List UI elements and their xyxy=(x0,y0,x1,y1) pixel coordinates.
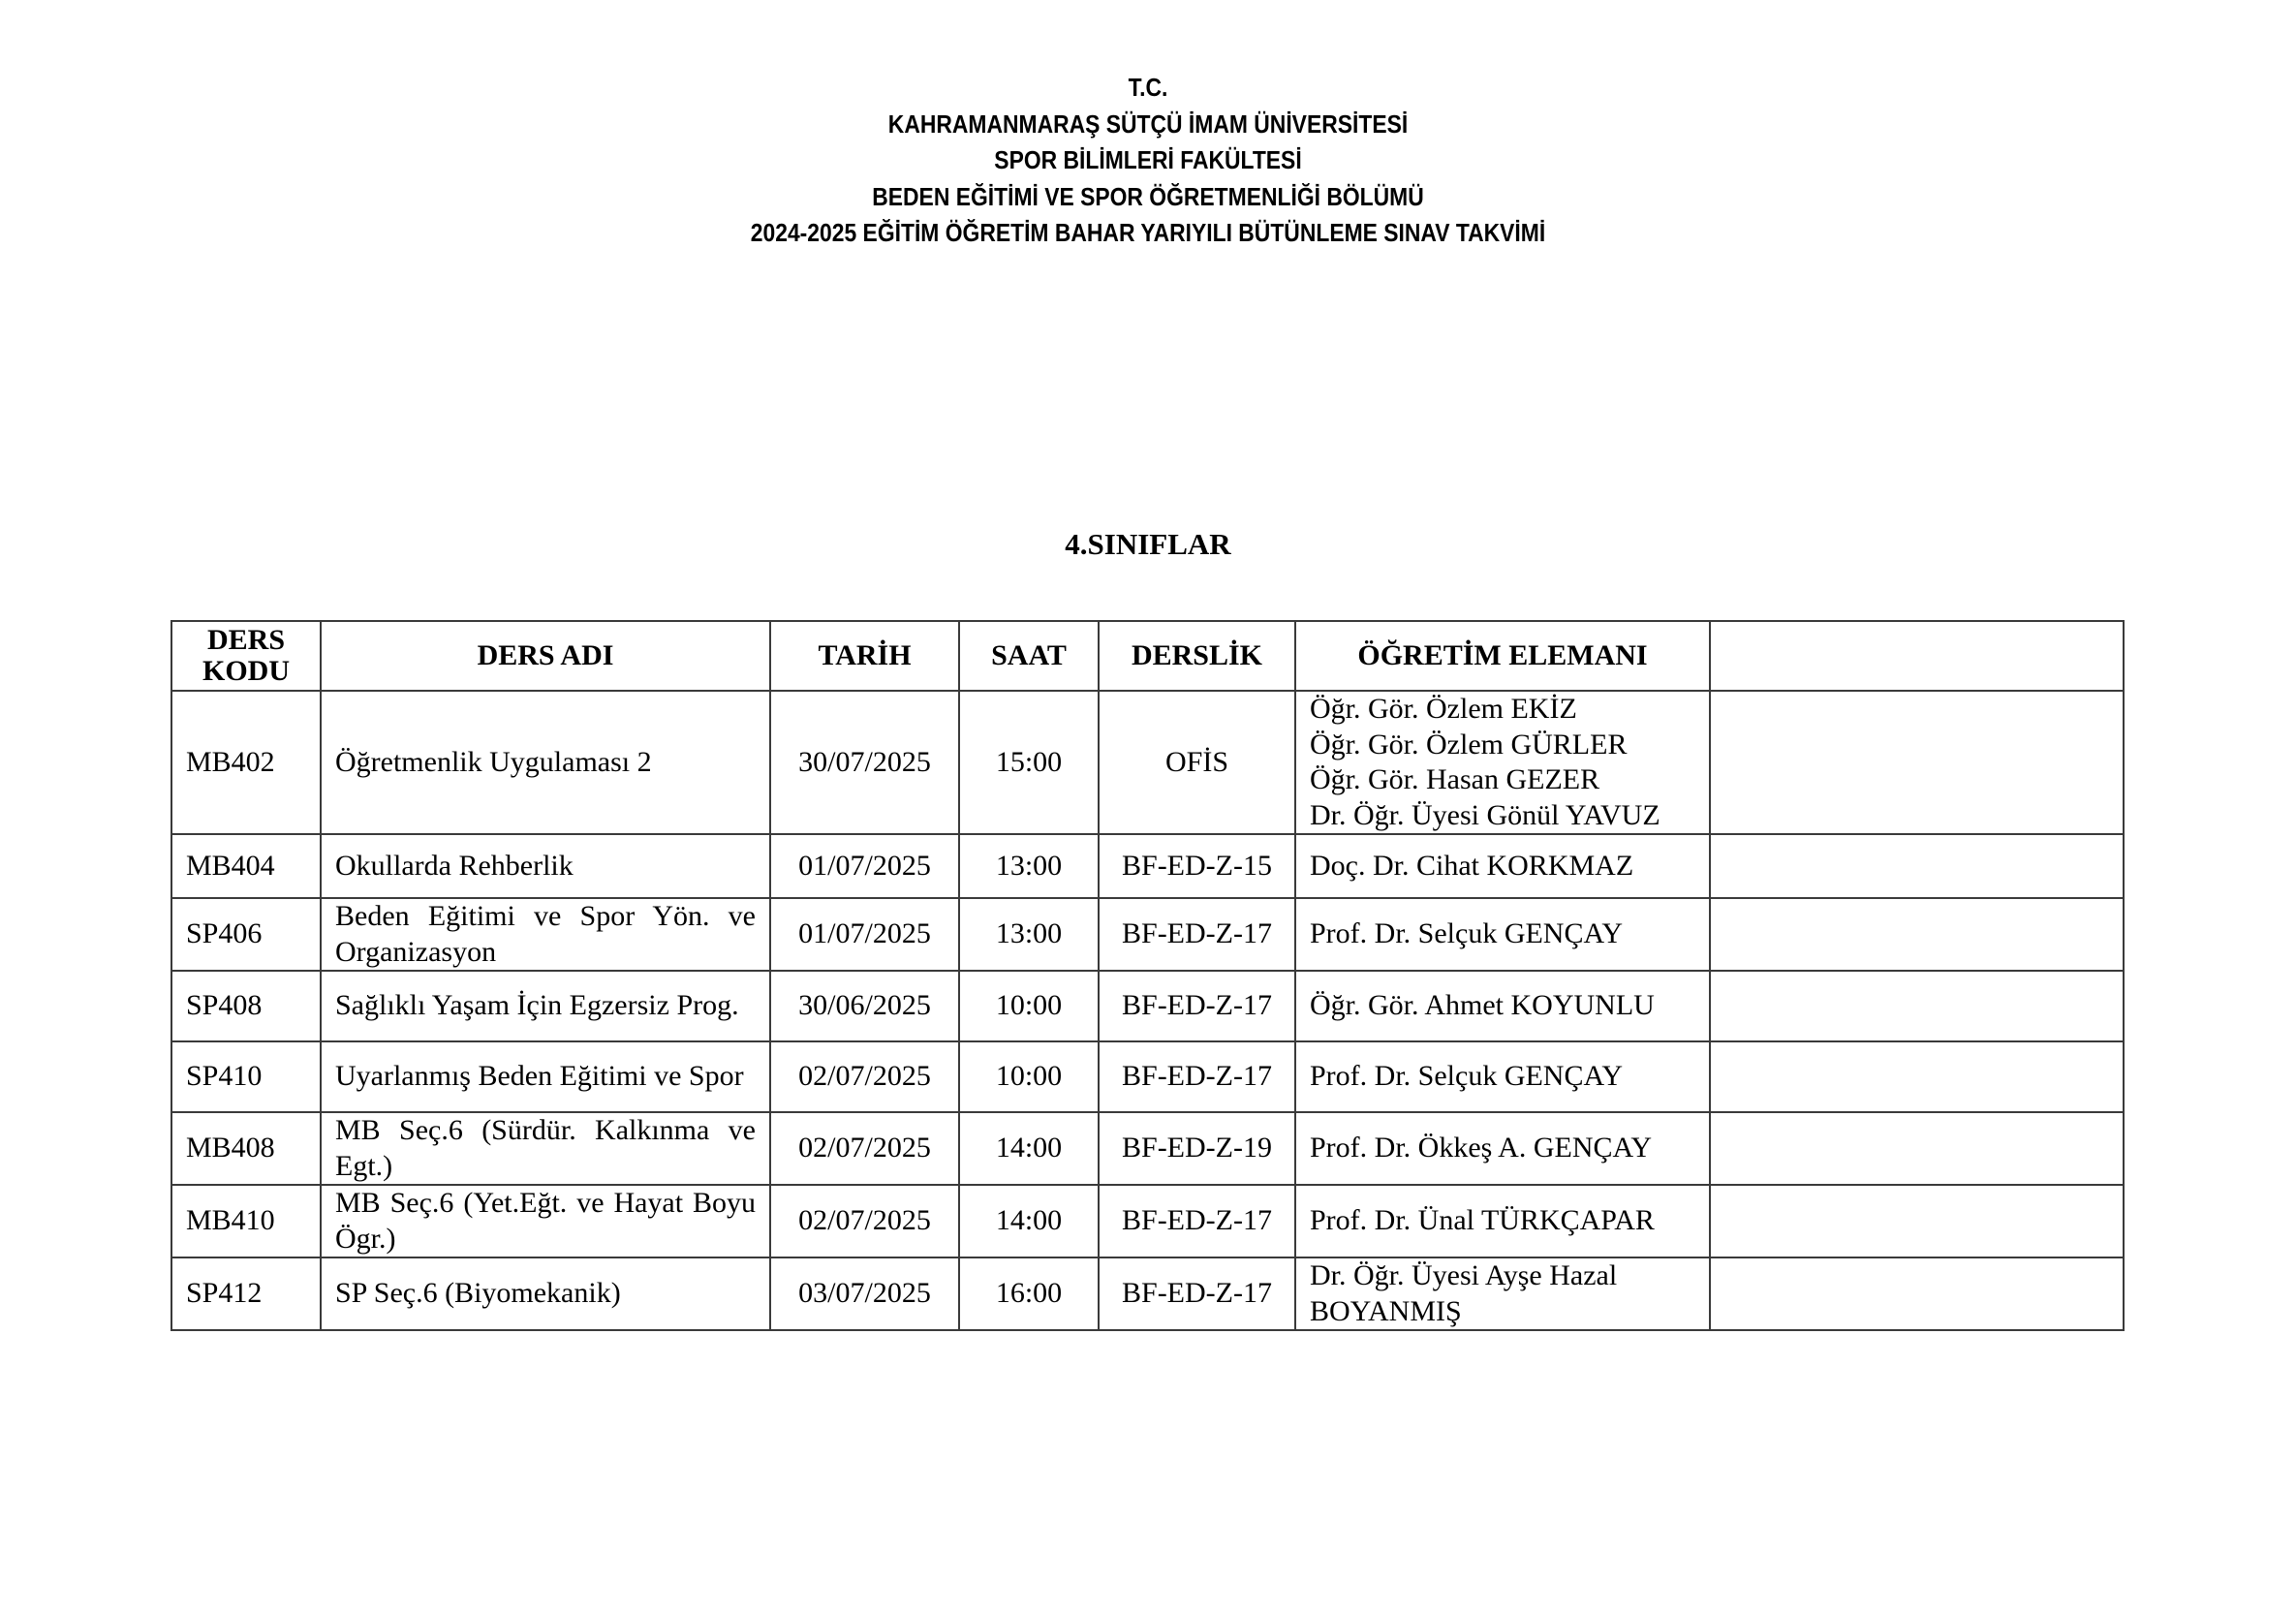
col-header-course-name: DERS ADI xyxy=(321,621,770,691)
cell-course-code: SP408 xyxy=(171,971,321,1041)
cell-date: 01/07/2025 xyxy=(770,898,959,971)
cell-instructor xyxy=(1295,1112,1710,1185)
cell-blank xyxy=(1710,691,2124,834)
table-row xyxy=(171,691,2124,834)
cell-classroom: BF-ED-Z-17 xyxy=(1099,898,1295,971)
col-header-classroom: DERSLİK xyxy=(1099,621,1295,691)
cell-course-name: Sağlıklı Yaşam İçin Egzersiz Prog. xyxy=(321,971,770,1041)
cell-blank xyxy=(1710,1185,2124,1257)
cell-instructor xyxy=(1295,971,1710,1041)
cell-course-code: MB410 xyxy=(171,1185,321,1257)
col-header-time: SAAT xyxy=(959,621,1099,691)
cell-classroom: BF-ED-Z-17 xyxy=(1099,1185,1295,1257)
cell-time: 14:00 xyxy=(959,1112,1099,1185)
cell-instructor xyxy=(1295,1257,1710,1330)
col-header-course-code: DERS KODU xyxy=(171,621,321,691)
cell-time: 10:00 xyxy=(959,971,1099,1041)
table-row xyxy=(171,834,2124,898)
cell-classroom: BF-ED-Z-17 xyxy=(1099,1257,1295,1330)
cell-time: 14:00 xyxy=(959,1185,1099,1257)
cell-course-name: Öğretmenlik Uygulaması 2 xyxy=(321,691,770,834)
cell-course-code: MB402 xyxy=(171,691,321,834)
cell-course-name: Beden Eğitimi ve Spor Yön. ve Organizasyon xyxy=(321,898,770,971)
cell-course-code: MB404 xyxy=(171,834,321,898)
header-line-schedule-title: 2024-2025 EĞİTİM ÖĞRETİM BAHAR YARIYILI BÜTÜNLEME SINAV TAKVİMİ xyxy=(750,218,1546,247)
cell-course-name: SP Seç.6 (Biyomekanik) xyxy=(321,1257,770,1330)
instructor-name: Prof. Dr. Ökkeş A. GENÇAY xyxy=(1310,1132,1653,1164)
cell-time: 13:00 xyxy=(959,898,1099,971)
cell-course-code: MB408 xyxy=(171,1112,321,1185)
instructor-name: Öğr. Gör. Özlem GÜRLER xyxy=(1310,728,1628,760)
instructor-name: Prof. Dr. Selçuk GENÇAY xyxy=(1310,917,1624,950)
cell-course-name: Uyarlanmış Beden Eğitimi ve Spor xyxy=(321,1041,770,1112)
cell-time: 13:00 xyxy=(959,834,1099,898)
instructor-name: Prof. Dr. Selçuk GENÇAY xyxy=(1310,1060,1624,1093)
cell-course-code: SP410 xyxy=(171,1041,321,1112)
cell-classroom: BF-ED-Z-17 xyxy=(1099,1041,1295,1112)
col-header-blank xyxy=(1710,621,2124,691)
cell-date: 03/07/2025 xyxy=(770,1257,959,1330)
header-line-country: T.C. xyxy=(1128,73,1168,102)
cell-blank xyxy=(1710,1041,2124,1112)
cell-course-code: SP406 xyxy=(171,898,321,971)
cell-date: 02/07/2025 xyxy=(770,1112,959,1185)
header-line-university: KAHRAMANMARAŞ SÜTÇÜ İMAM ÜNİVERSİTESİ xyxy=(887,109,1409,139)
cell-date: 02/07/2025 xyxy=(770,1185,959,1257)
cell-time: 15:00 xyxy=(959,691,1099,834)
table-row xyxy=(171,898,2124,971)
table-row xyxy=(171,1185,2124,1257)
instructor-name: Öğr. Gör. Özlem EKİZ xyxy=(1310,693,1577,725)
cell-blank xyxy=(1710,1112,2124,1185)
instructor-name: Öğr. Gör. Ahmet KOYUNLU xyxy=(1310,989,1655,1022)
grade-title: 4.SINIFLAR xyxy=(1065,527,1231,561)
cell-blank xyxy=(1710,1257,2124,1330)
col-header-date: TARİH xyxy=(770,621,959,691)
instructor-name: Prof. Dr. Ünal TÜRKÇAPAR xyxy=(1310,1204,1655,1237)
table-row xyxy=(171,971,2124,1041)
cell-course-code: SP412 xyxy=(171,1257,321,1330)
instructor-name: Öğr. Gör. Hasan GEZER xyxy=(1310,763,1600,795)
col-header-instructor: ÖĞRETİM ELEMANI xyxy=(1295,621,1710,691)
cell-date: 30/06/2025 xyxy=(770,971,959,1041)
cell-date: 30/07/2025 xyxy=(770,691,959,834)
cell-time: 10:00 xyxy=(959,1041,1099,1112)
cell-classroom: BF-ED-Z-17 xyxy=(1099,971,1295,1041)
cell-instructor xyxy=(1295,691,1710,834)
table-header-row xyxy=(171,621,2124,691)
cell-time: 16:00 xyxy=(959,1257,1099,1330)
cell-classroom: OFİS xyxy=(1099,691,1295,834)
cell-classroom: BF-ED-Z-19 xyxy=(1099,1112,1295,1185)
table-row xyxy=(171,1257,2124,1330)
cell-blank xyxy=(1710,834,2124,898)
cell-date: 01/07/2025 xyxy=(770,834,959,898)
cell-instructor xyxy=(1295,1185,1710,1257)
table-row xyxy=(171,1041,2124,1112)
instructor-name: Dr. Öğr. Üyesi Gönül YAVUZ xyxy=(1310,798,1660,831)
cell-course-name: Okullarda Rehberlik xyxy=(321,834,770,898)
cell-course-name: MB Seç.6 (Sürdür. Kalkınma ve Egt.) xyxy=(321,1112,770,1185)
header-line-department: BEDEN EĞİTİMİ VE SPOR ÖĞRETMENLİĞİ BÖLÜMÜ xyxy=(872,181,1424,211)
cell-instructor xyxy=(1295,1041,1710,1112)
header-line-faculty: SPOR BİLİMLERİ FAKÜLTESİ xyxy=(994,145,1302,174)
instructor-name: Dr. Öğr. Üyesi Ayşe Hazal BOYANMIŞ xyxy=(1310,1259,1618,1327)
cell-date: 02/07/2025 xyxy=(770,1041,959,1112)
cell-course-name: MB Seç.6 (Yet.Eğt. ve Hayat Boyu Ögr.) xyxy=(321,1185,770,1257)
cell-classroom: BF-ED-Z-15 xyxy=(1099,834,1295,898)
cell-blank xyxy=(1710,898,2124,971)
exam-schedule-table xyxy=(171,620,2125,1331)
table-row xyxy=(171,1112,2124,1185)
cell-instructor xyxy=(1295,898,1710,971)
cell-instructor xyxy=(1295,834,1710,898)
document-header xyxy=(0,70,2296,252)
cell-blank xyxy=(1710,971,2124,1041)
instructor-name: Doç. Dr. Cihat KORKMAZ xyxy=(1310,849,1634,882)
